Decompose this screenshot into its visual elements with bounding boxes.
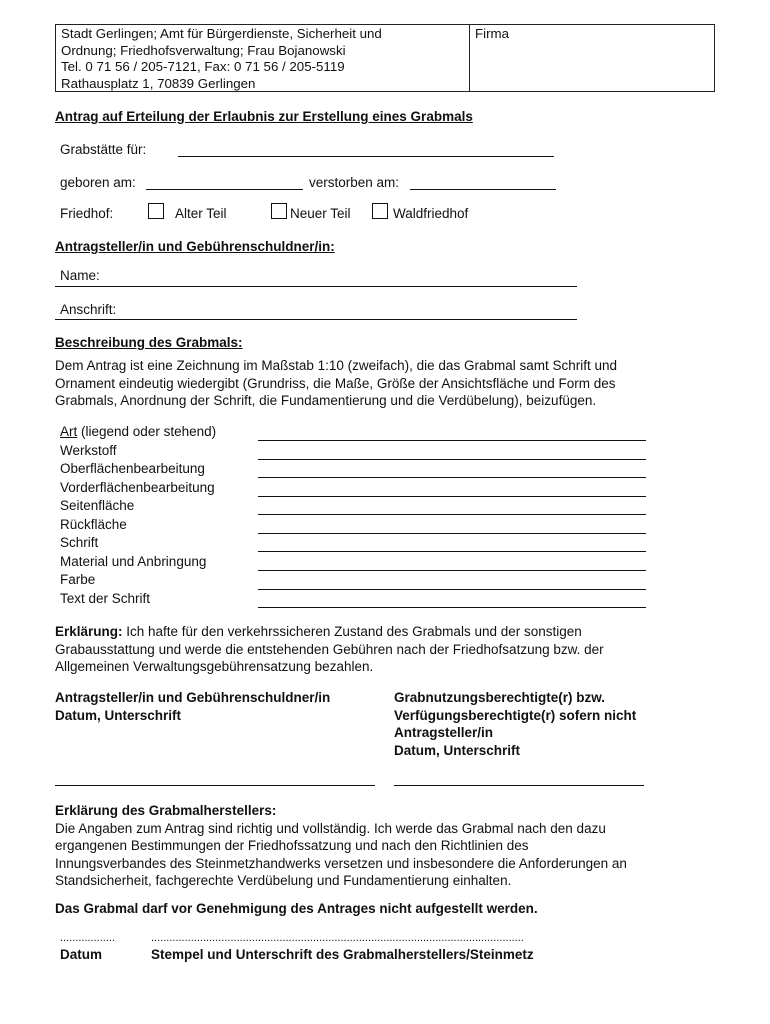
geboren-label: geboren am: <box>60 175 136 190</box>
caption-line: Antragsteller/in und Gebührenschuldner/in <box>55 690 331 705</box>
maker-warning: Das Grabmal darf vor Genehmigung des Antrages nicht aufgestellt werden. <box>55 901 538 916</box>
text-der-schrift-field[interactable] <box>258 607 646 608</box>
caption-line: Antragsteller/in <box>394 725 494 740</box>
description-heading: Beschreibung des Grabmals: <box>55 335 243 350</box>
field-label: Text der Schrift <box>60 590 151 606</box>
description-line: Dem Antrag ist eine Zeichnung im Maßstab 1:10 (zweifach), die das Grabmal samt Schrift und <box>55 358 617 373</box>
geboren-field[interactable] <box>146 189 303 190</box>
alter-teil-label: Alter Teil <box>175 206 227 221</box>
art-label <box>60 423 216 442</box>
authority-line: Stadt Gerlingen; Amt für Bürgerdienste, Sicherheit und <box>61 26 382 41</box>
address-field[interactable] <box>55 319 577 320</box>
waldfriedhof-checkbox[interactable] <box>372 203 388 219</box>
description-line: Grabmals, Anordnung der Schrift, die Fundamentierung und die Verdübelung), beizufügen. <box>55 393 597 408</box>
grabstaette-label: Grabstätte für: <box>60 142 147 157</box>
seitenflaeche-field[interactable] <box>258 514 646 515</box>
neuer-teil-checkbox[interactable] <box>271 203 287 219</box>
address-label: Anschrift: <box>60 302 117 317</box>
oberflaeche-field[interactable] <box>258 477 646 478</box>
material-field[interactable] <box>258 570 646 571</box>
field-label: Rückfläche <box>60 516 127 532</box>
maker-line: ergangenen Bestimmungen der Friedhofssatzung und nach den Richtlinien des <box>55 838 529 853</box>
field-label: Oberflächenbearbeitung <box>60 461 205 476</box>
applicant-signature-caption <box>55 689 330 724</box>
name-label: Name: <box>60 268 100 283</box>
date-dots[interactable]: .................. <box>60 932 116 944</box>
alter-teil-checkbox[interactable] <box>148 203 164 219</box>
authority-line: Ordnung; Friedhofsverwaltung; Frau Bojanowski <box>61 42 346 58</box>
description-text <box>55 357 735 410</box>
applicant-heading: Antragsteller/in und Gebührenschuldner/in: <box>55 239 335 254</box>
maker-line: Die Angaben zum Antrag sind richtig und vollständig. Ich werde das Grabmal nach den dazu <box>55 820 606 836</box>
date-label: Datum <box>60 947 103 962</box>
field-label: Material und Anbringung <box>60 553 207 569</box>
form-title: Antrag auf Erteilung der Erlaubnis zur Erstellung eines Grabmals <box>55 109 473 124</box>
authority-line: Rathausplatz 1, 70839 Gerlingen <box>61 75 256 91</box>
applicant-signature-line[interactable] <box>55 785 375 786</box>
maker-line: Innungsverbandes des Steinmetzhandwerks versetzen und insbesondere die Anforderungen an <box>55 855 627 871</box>
authority-line: Tel. 0 71 56 / 205-7121, Fax: 0 71 56 / 205-5119 <box>61 59 345 74</box>
description-line: Ornament eindeutig wiedergibt (Grundriss, die Maße, Größe der Ansichtsfläche und Form des <box>55 375 616 391</box>
vorderflaeche-field[interactable] <box>258 496 646 497</box>
declaration-text: Grabausstattung und werde die entstehenden Gebühren nach der Friedhofsatzung bzw. der <box>55 641 604 657</box>
verstorben-field[interactable] <box>410 189 556 190</box>
firma-label: Firma <box>475 26 509 41</box>
waldfriedhof-label: Waldfriedhof <box>393 206 469 221</box>
field-label: Werkstoff <box>60 442 117 458</box>
field-label: Seitenfläche <box>60 498 135 513</box>
field-label: Vorderflächenbearbeitung <box>60 479 215 495</box>
caption-line: Grabnutzungsberechtigte(r) bzw. <box>394 690 606 705</box>
stamp-label: Stempel und Unterschrift des Grabmalherstellers/Steinmetz <box>151 947 534 962</box>
werkstoff-field[interactable] <box>258 459 646 460</box>
art-field[interactable] <box>258 440 646 441</box>
caption-line: Datum, Unterschrift <box>394 742 521 758</box>
stamp-dots[interactable]: .......................................................................................................................... <box>151 932 524 944</box>
owner-signature-caption <box>394 689 636 759</box>
friedhof-label: Friedhof: <box>60 206 114 221</box>
maker-declaration <box>55 802 755 890</box>
field-label: Farbe <box>60 572 96 587</box>
rueckflaeche-field[interactable] <box>258 533 646 534</box>
declaration-text: Ich hafte für den verkehrssicheren Zustand des Grabmals und der sonstigen <box>122 624 582 639</box>
declaration-label: Erklärung: <box>55 624 123 639</box>
caption-line: Verfügungsberechtigte(r) sofern nicht <box>394 707 637 723</box>
authority-address <box>55 24 470 92</box>
grabstaette-field[interactable] <box>178 156 554 157</box>
schrift-field[interactable] <box>258 551 646 552</box>
art-rest: (liegend oder stehend) <box>77 424 217 439</box>
owner-signature-line[interactable] <box>394 785 644 786</box>
grabmal-field-labels <box>60 423 216 608</box>
verstorben-label: verstorben am: <box>309 175 400 190</box>
art-word: Art <box>60 424 78 439</box>
farbe-field[interactable] <box>258 589 646 590</box>
neuer-teil-label: Neuer Teil <box>290 206 351 221</box>
field-label: Schrift <box>60 535 99 550</box>
name-field[interactable] <box>55 286 577 287</box>
maker-heading: Erklärung des Grabmalherstellers: <box>55 803 277 818</box>
caption-line: Datum, Unterschrift <box>55 707 182 723</box>
declaration <box>55 623 745 676</box>
declaration-text: Allgemeinen Verwaltungsgebührensatzung bezahlen. <box>55 659 374 674</box>
maker-line: Standsicherheit, fachgerechte Verdübelung und Fundamentierung einhalten. <box>55 873 512 888</box>
